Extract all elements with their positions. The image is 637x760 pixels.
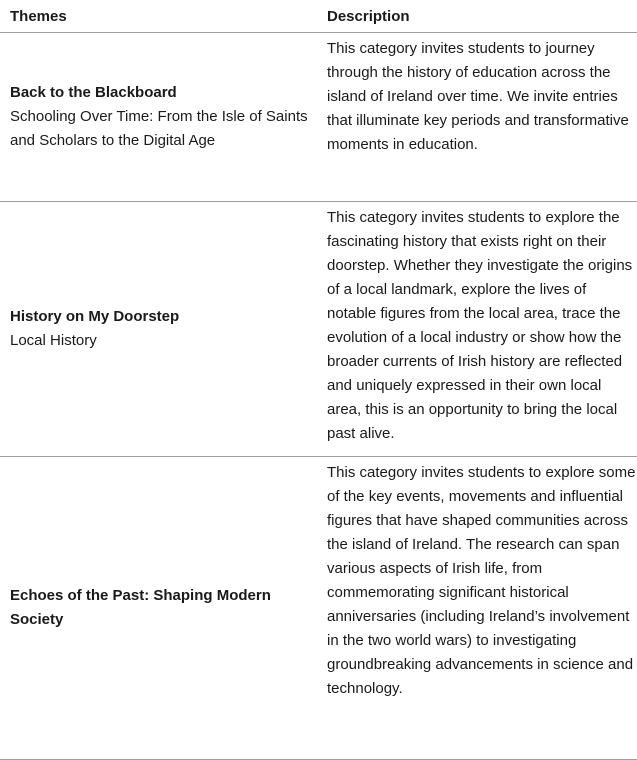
header-description: Description (316, 0, 637, 33)
theme-subtitle: Schooling Over Time: From the Isle of Saints and Scholars to the Digital Age (10, 108, 308, 149)
header-themes: Themes (0, 0, 316, 33)
table-row (0, 202, 637, 457)
table-row (0, 457, 637, 760)
theme-subtitle: Local History (10, 332, 97, 349)
description-cell: This category invites students to explore some of the key events, movements and influential figures that have shaped communities across the island of Ireland. The research can span various aspects of Irish life, from commemorating significant historical anniversaries (including Ireland’s involvement in the two world wars) to investigating groundbreaking advancements in science and technology. (316, 457, 637, 760)
description-cell: This category invites students to journey through the history of education across the island of Ireland over time. We invite entries that illuminate key periods and transformative moments in education. (316, 33, 637, 202)
theme-title: Back to the Blackboard (10, 84, 177, 101)
theme-cell (0, 457, 316, 760)
table-row (0, 33, 637, 202)
description-cell: This category invites students to explore the fascinating history that exists right on their doorstep. Whether they investigate the origins of a local landmark, explore the lives of notable figures from the local area, trace the evolution of a local industry or show how the broader currents of Irish history are reflected and uniquely expressed in their own local area, this is an opportunity to bring the local past alive. (316, 202, 637, 457)
theme-title: History on My Doorstep (10, 308, 180, 325)
table-header-row (0, 0, 637, 33)
theme-cell (0, 33, 316, 202)
theme-title: Echoes of the Past: Shaping Modern Society (10, 587, 271, 628)
theme-cell (0, 202, 316, 457)
